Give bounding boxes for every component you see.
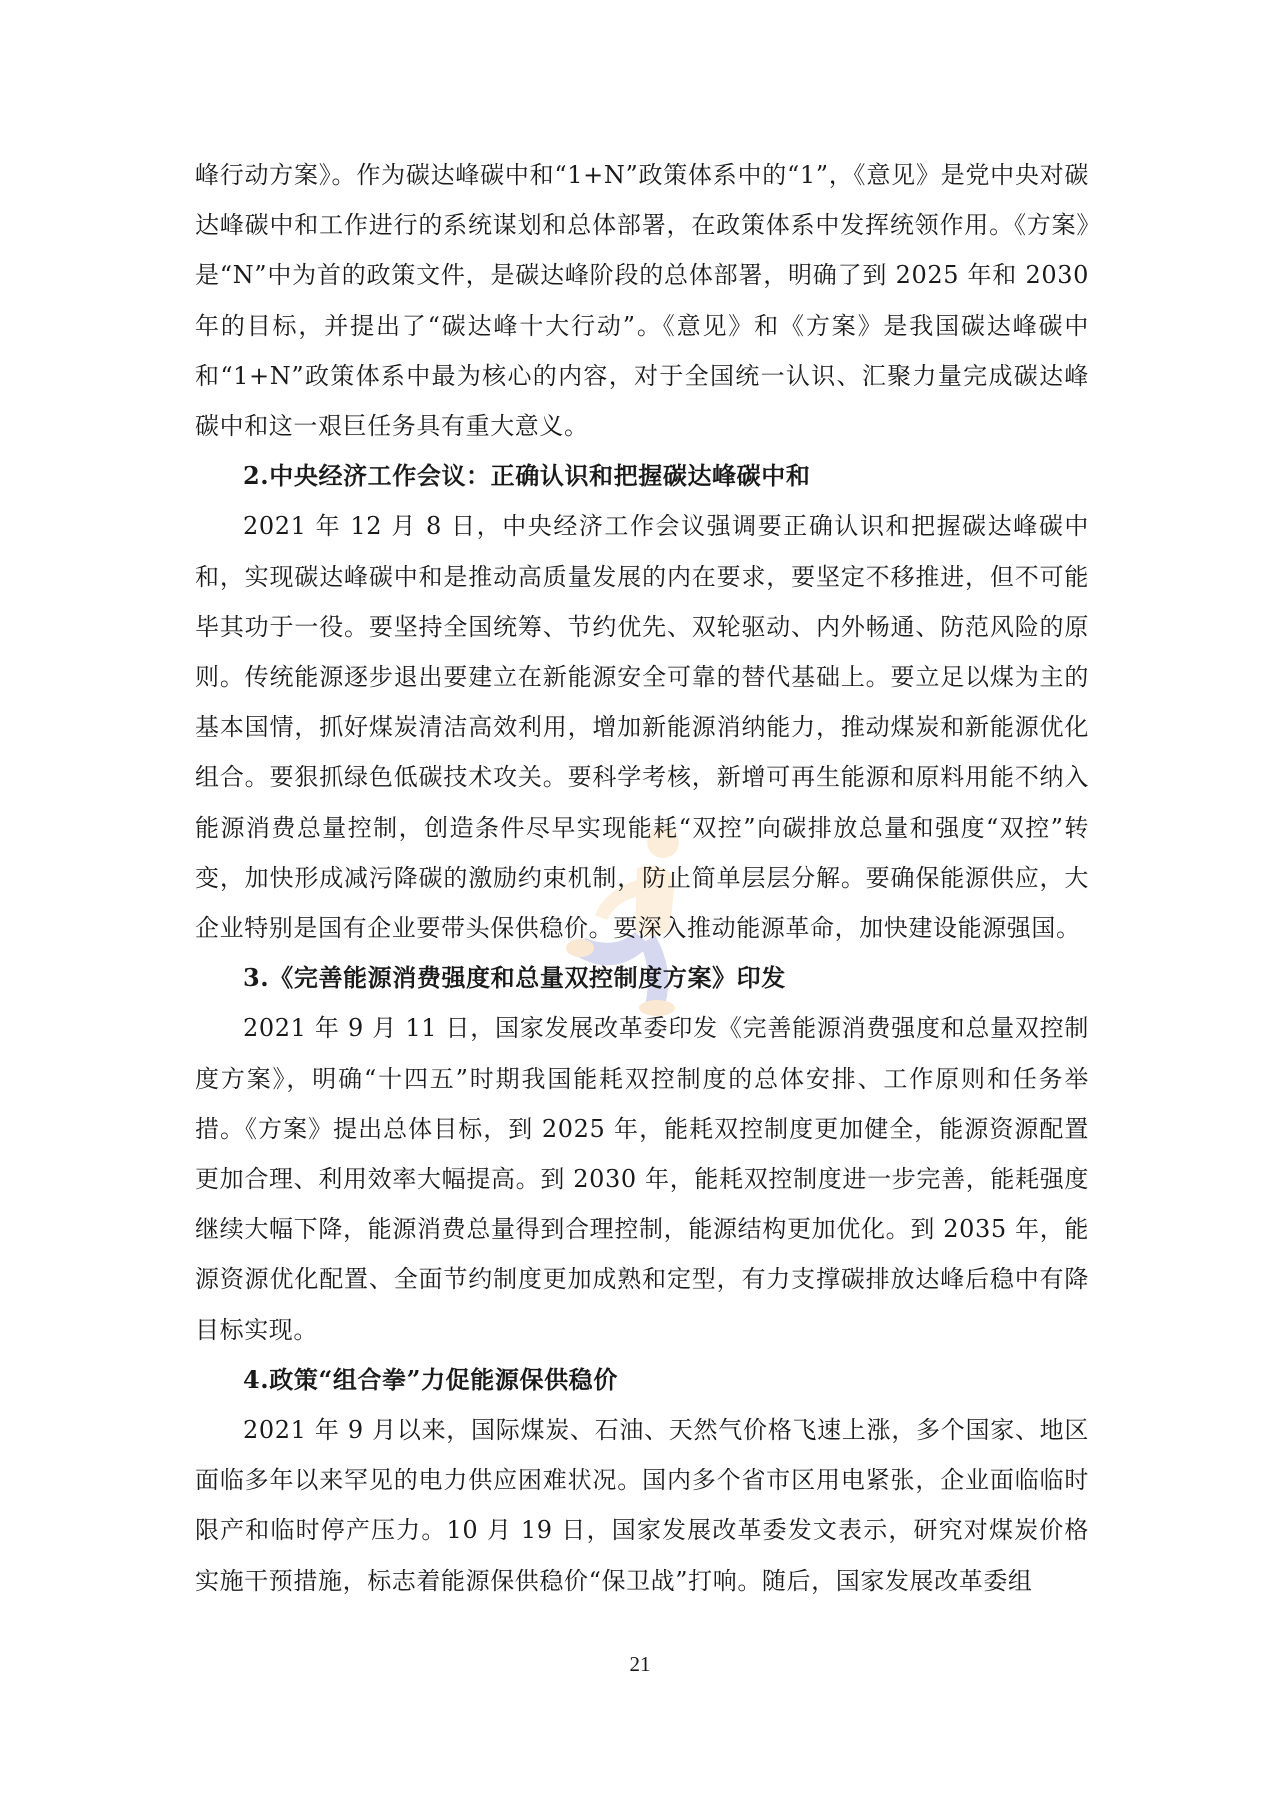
section-heading-4: 4.政策“组合拳”力促能源保供稳价 [243,1364,618,1394]
document-body [195,150,1089,1606]
section-heading-2: 2.中央经济工作会议：正确认识和把握碳达峰碳中和 [243,461,811,491]
paragraph-intro: 峰行动方案》。作为碳达峰碳中和“1+N”政策体系中的“1”，《意见》是党中央对碳达峰碳中和工作进行的系统谋划和总体部署，在政策体系中发挥统领作用。《方案》是“N”中为首的政策文件，是碳达峰阶段的总体部署，明确了到 2025 年和 2030 年的目标，并提出了“碳达峰十大行动”。《意见》和《方案》是我国碳达峰碳中和“1+N”政策体系中最为核心的内容，对于全国统一认识、汇聚力量完成碳达峰碳中和这一艰巨任务具有重大意义。 [195,161,1089,441]
paragraph-section-4: 2021 年 9 月以来，国际煤炭、石油、天然气价格飞速上涨，多个国家、地区面临多年以来罕见的电力供应困难状况。国内多个省市区用电紧张，企业面临临时限产和临时停产压力。10 月 19 日，国家发展改革委发文表示，研究对煤炭价格实施干预措施，标志着能源保供稳价“保卫战”打响。随后，国家发展改革委组 [195,1416,1089,1595]
paragraph-section-3: 2021 年 9 月 11 日，国家发展改革委印发《完善能源消费强度和总量双控制度方案》，明确“十四五”时期我国能耗双控制度的总体安排、工作原则和任务举措。《方案》提出总体目标，到 2025 年，能耗双控制度更加健全，能源资源配置更加合理、利用效率大幅提高。到 2030 年，能耗双控制度进一步完善，能耗强度继续大幅下降，能源消费总量得到合理控制，能源结构更加优化。到 2035 年，能源资源优化配置、全面节约制度更加成熟和定型，有力支撑碳排放达峰后稳中有降目标实现。 [195,1014,1089,1344]
page-number: 21 [629,1652,651,1676]
section-heading-3: 3.《完善能源消费强度和总量双控制度方案》印发 [243,963,786,993]
paragraph-section-2: 2021 年 12 月 8 日，中央经济工作会议强调要正确认识和把握碳达峰碳中和，实现碳达峰碳中和是推动高质量发展的内在要求，要坚定不移推进，但不可能毕其功于一役。要坚持全国统筹、节约优先、双轮驱动、内外畅通、防范风险的原则。传统能源逐步退出要建立在新能源安全可靠的替代基础上。要立足以煤为主的基本国情，抓好煤炭清洁高效利用，增加新能源消纳能力，推动煤炭和新能源优化组合。要狠抓绿色低碳技术攻关。要科学考核，新增可再生能源和原料用能不纳入能源消费总量控制，创造条件尽早实现能耗“双控”向碳排放总量和强度“双控”转变，加快形成减污降碳的激励约束机制，防止简单层层分解。要确保能源供应，大企业特别是国有企业要带头保供稳价。要深入推动能源革命，加快建设能源强国。 [195,512,1089,943]
